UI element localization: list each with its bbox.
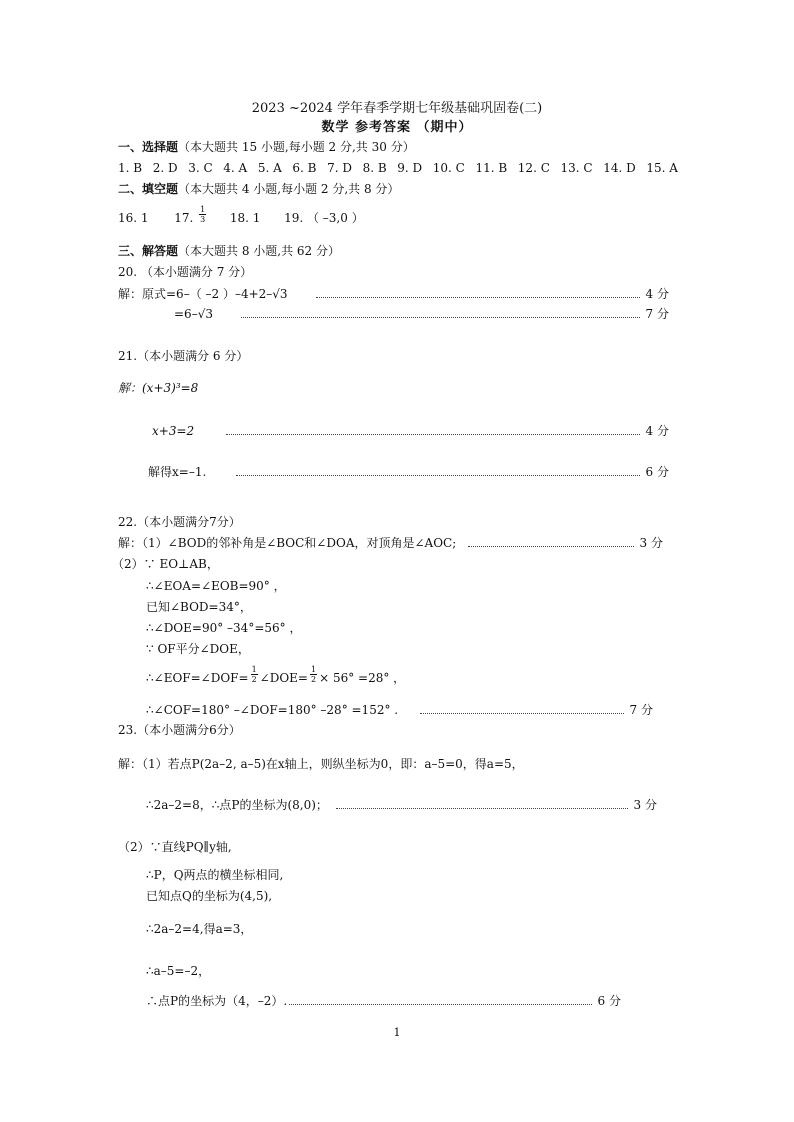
mc-answer: 13. C — [560, 161, 593, 175]
section-3-desc: （本大题共 8 小题,共 62 分） — [178, 244, 340, 258]
mc-answer: 8. B — [362, 161, 387, 175]
q20-step-1 — [118, 288, 669, 301]
q22-step-8-points: 7 分 — [629, 703, 653, 717]
fill-answer-19: 19. （ –3,0 ） — [284, 211, 364, 225]
fill-answer-17-fraction — [199, 205, 206, 224]
section-2-title: 二、填空题 — [118, 182, 179, 196]
q20-step-2 — [174, 308, 669, 321]
dotted-leader — [336, 807, 628, 809]
q21-step-3 — [148, 466, 669, 479]
q20-step-1-points: 4 分 — [645, 287, 669, 301]
section-1-heading — [118, 141, 415, 153]
section-2-desc: （本大题共 4 小题,每小题 2 分,共 8 分） — [178, 182, 400, 196]
q20-step-2-text: =6–√3 — [174, 307, 213, 321]
q23-step-8-points: 6 分 — [597, 994, 621, 1008]
q22-step-1-text: 解：（1）∠BOD的邻补角是∠BOC和∠DOA，对顶角是∠AOC; — [118, 536, 457, 550]
page-title: 2023 ~2024 学年春季学期七年级基础巩固卷(二) — [251, 101, 543, 116]
mc-answer: 5. A — [257, 161, 282, 175]
mc-answer: 12. C — [517, 161, 550, 175]
q23-step-2-points: 3 分 — [633, 798, 657, 812]
q21-heading: 21.（本小题满分 6 分） — [118, 349, 249, 363]
mc-answer: 2. D — [152, 161, 178, 175]
q23-heading: 23.（本小题满分6分） — [118, 723, 241, 737]
q21-step-3-text: 解得x=–1. — [148, 465, 207, 479]
q21-step-2-points: 4 分 — [645, 424, 669, 438]
section-3-title: 三、解答题 — [118, 244, 179, 258]
q20-heading: 20. （本小题满分 7 分） — [118, 265, 253, 279]
q22-step-4: 已知∠BOD=34°， — [146, 600, 252, 614]
section-1-desc: （本大题共 15 小题,每小题 2 分,共 30 分） — [178, 140, 415, 154]
q22-step-7-part-c: × 56° =28° ， — [319, 671, 406, 685]
q20-step-2-points: 7 分 — [645, 307, 669, 321]
dotted-leader — [468, 545, 633, 547]
q23-step-1: 解：（1）若点P(2a–2, a–5)在x轴上，则纵坐标为0，即：a–5=0，得a=5， — [118, 757, 524, 771]
q21-step-2-text: x+3=2 — [152, 424, 195, 438]
q22-step-8-text: ∴∠COF=180° –∠DOF=180° –28° =152° . — [146, 703, 399, 717]
q23-step-3: （2）∵直线PQ∥y轴, — [118, 840, 232, 854]
q23-step-5: 已知点Q的坐标为(4,5), — [146, 889, 273, 903]
q23-step-8 — [146, 995, 621, 1008]
q22-heading: 22.（本小题满分7分） — [118, 515, 241, 529]
q22-step-1-points: 3 分 — [639, 536, 663, 550]
q20-step-1-text: 解：原式=6–（ –2 ）–4+2–√3 — [118, 287, 288, 301]
q23-step-7: ∴a–5=–2， — [146, 964, 211, 978]
dotted-leader — [236, 474, 639, 476]
q22-step-7 — [146, 665, 406, 685]
mc-answer: 3. C — [188, 161, 213, 175]
page-subtitle: 数学 参考答案 （期中） — [321, 120, 473, 135]
mc-answer: 7. D — [327, 161, 352, 175]
q23-step-4: ∴P，Q两点的横坐标相同, — [146, 868, 284, 882]
mc-answer: 4. A — [223, 161, 248, 175]
q23-step-8-text: ∴点P的坐标为（4，–2）. — [146, 994, 288, 1008]
section-1-title: 一、选择题 — [118, 140, 179, 154]
q22-step-2: （2）∵ EO⊥AB， — [112, 557, 219, 571]
q22-step-6: ∵ OF平分∠DOE， — [146, 642, 250, 656]
fill-answer-17-label: 17. — [174, 211, 194, 225]
half-fraction — [251, 665, 258, 684]
mc-answer: 1. B — [118, 161, 143, 175]
q23-step-2 — [146, 799, 657, 812]
fill-answer-list — [118, 205, 364, 225]
fraction-numerator: 1 — [310, 665, 317, 674]
fill-answer-18: 18. 1 — [229, 211, 261, 225]
fill-answer-16: 16. 1 — [118, 211, 149, 225]
mc-answer: 15. A — [646, 161, 678, 175]
mc-answer: 11. B — [475, 161, 508, 175]
fraction-numerator: 1 — [200, 205, 206, 214]
q21-step-2 — [152, 425, 669, 438]
q22-step-5: ∴∠DOE=90° –34°=56° ， — [146, 621, 302, 635]
section-2-heading — [118, 183, 399, 195]
section-3-heading — [118, 245, 340, 257]
half-fraction — [310, 665, 317, 684]
q22-step-7-part-a: ∴∠EOF=∠DOF= — [146, 671, 249, 685]
dotted-leader — [241, 316, 640, 318]
mc-answer: 14. D — [603, 161, 636, 175]
mc-answer: 9. D — [397, 161, 423, 175]
dotted-leader — [420, 712, 623, 714]
q21-step-3-points: 6 分 — [645, 465, 669, 479]
q22-step-7-part-b: ∠DOE= — [259, 671, 308, 685]
dotted-leader — [316, 296, 640, 298]
q21-step-1: 解：(x+3)³=8 — [118, 381, 199, 395]
mc-answer-list — [118, 162, 678, 174]
fraction-denominator: 2 — [251, 675, 257, 684]
fraction-denominator: 2 — [310, 675, 317, 684]
q23-step-6: ∴2a–2=4,得a=3， — [146, 922, 253, 936]
q23-step-2-text: ∴2a–2=8，∴点P的坐标为(8,0)； — [146, 798, 328, 812]
dotted-leader — [289, 1003, 591, 1005]
q22-step-3: ∴∠EOA=∠EOB=90° ， — [146, 579, 286, 593]
fraction-numerator: 1 — [251, 665, 257, 674]
page-number: 1 — [393, 1026, 401, 1039]
dotted-leader — [226, 433, 639, 435]
q22-step-8 — [146, 704, 653, 717]
mc-answer: 10. C — [432, 161, 465, 175]
mc-answer: 6. B — [292, 161, 317, 175]
q22-step-1 — [118, 537, 663, 550]
fraction-denominator: 3 — [200, 215, 206, 224]
